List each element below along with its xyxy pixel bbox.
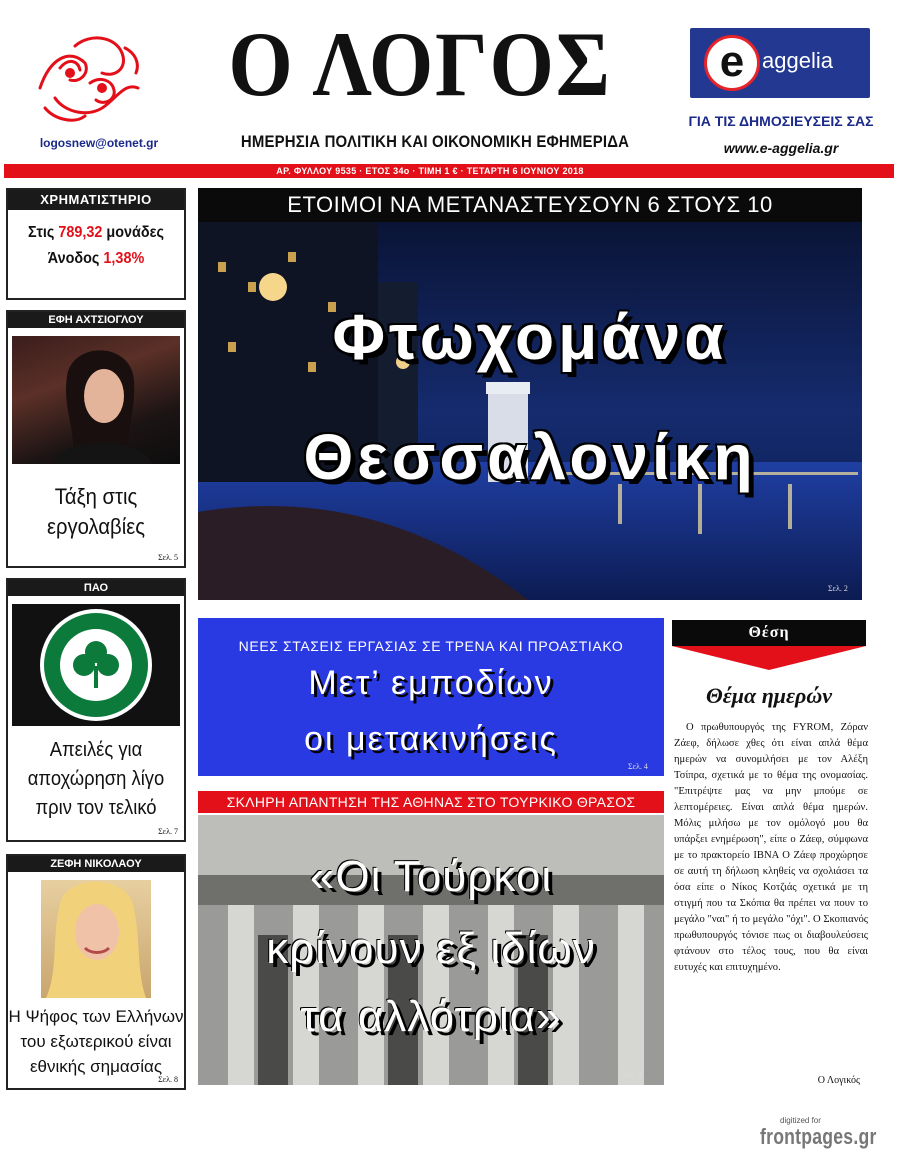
opinion-headline: Θέμα ημερών — [705, 683, 833, 708]
transport-headline-line2: οι μετακινήσεις — [304, 720, 558, 758]
sidebar-story-achtsioglou[interactable] — [6, 310, 186, 568]
turkey-headline-line2: κρίνουν εξ ιδίων — [266, 924, 596, 973]
sidebar-story-header: ΖΕΦΗ ΝΙΚΟΛΑΟΥ — [8, 856, 184, 872]
thessaloniki-night-photo — [198, 222, 862, 600]
turkey-kicker: ΣΚΛΗΡΗ ΑΠΑΝΤΗΣΗ ΤΗΣ ΑΘΗΝΑΣ ΣΤΟ ΤΟΥΡΚΙΚΟ ΘΡΑΣΟΣ — [198, 791, 664, 813]
ad-tagline: ΓΙΑ ΤΙΣ ΔΗΜΟΣΙΕΥΣΕΙΣ ΣΑΣ — [688, 113, 874, 129]
page-ref: Σελ. 3 — [622, 1070, 642, 1079]
opinion-body: Ο πρωθυπουργός της FYROM, Ζόραν Ζάεφ, δήλωσε χθες ότι είναι απλά θέμα ημερών να συνομιλήσει με τον Αλέξη Τσίπρα, σχετικά με το θέμα της ονομασίας. "Επιτρέψτε μας να μην μπούμε σε λεπτομέρειες. Είναι απλά θέμα ημερών. Μόλις μιλήσω με τον ομόλογό μου θα υπάρξει ενημέρωση", είπε ο Ζάεφ, σύμφωνα με το πρακτορείο ΙΒΝΑ Ο Ζάεφ προχώρησε σε αυτή τη δήλωση κληθείς να σχολιάσει τα όσα είπε ο Νίκος Κοτζιάς σχετικά με τη στιγμή που τα Σκόπια θα πρέπει να πουν το μεγάλο "ναι" ή το μεγάλο "όχι". Ο Σκοπιανός πρωθυπουργός τόνισε πως οι διαβουλεύσεις φτάνουν στο τέλος τους, που θα είναι ευτυχές και επιτυχημένο. — [674, 722, 868, 973]
page-ref: Σελ. 5 — [158, 553, 178, 562]
turkey-headline-line3: τα αλλότρια» — [300, 992, 562, 1041]
eaggelia-word: aggelia — [762, 48, 833, 73]
sidebar-story-headline: Τάξη στις εργολαβίες — [47, 484, 145, 539]
page-ref: Σελ. 4 — [628, 762, 648, 771]
sidebar-story-header: ΕΦΗ ΑΧΤΣΙΟΓΛΟΥ — [8, 312, 184, 328]
stock-header: ΧΡΗΜΑΤΙΣΤΗΡΙΟ — [8, 190, 184, 210]
newspaper-title: Ο ΛΟΓΟΣ — [228, 13, 612, 115]
nikolaou-photo — [41, 880, 151, 998]
newspaper-logo-icon — [30, 28, 150, 128]
lead-headline-line2: Θεσσαλονίκη — [303, 421, 757, 493]
stock-points-value: 789,32 — [58, 224, 103, 241]
lead-headline-line1: Φτωχομάνα — [332, 301, 728, 373]
panathinaikos-crest-icon — [12, 604, 180, 726]
sidebar-story-headline: Η Ψήφος των Ελλήνων του εξωτερικού είναι εθνικής σημασίας — [8, 1007, 184, 1076]
turkey-headline-line1: «Οι Τούρκοι — [309, 852, 553, 901]
transport-kicker: ΝΕΕΣ ΣΤΑΣΕΙΣ ΕΡΓΑΣΙΑΣ ΣΕ ΤΡΕΝΑ ΚΑΙ ΠΡΟΑΣΤΙΑΚΟ — [238, 638, 624, 654]
sidebar-story-pao[interactable] — [6, 578, 186, 842]
contact-email: logosnew@otenet.gr — [39, 136, 159, 150]
stock-change: Άνοδος 1,38% — [47, 250, 145, 267]
sidebar-story-header: ΠΑΟ — [8, 580, 184, 596]
sidebar-story-headline: Απειλές για αποχώρηση λίγο πριν τον τελικό — [27, 739, 165, 819]
lead-kicker: ΕΤΟΙΜΟΙ ΝΑ ΜΕΤΑΝΑΣΤΕΥΣΟΥΝ 6 ΣΤΟΥΣ 10 — [198, 188, 862, 222]
ad-url: www.e-aggelia.gr — [723, 140, 839, 156]
eaggelia-ad-logo — [690, 28, 870, 98]
eaggelia-e-icon: e — [704, 35, 760, 91]
sidebar-story-nikolaou[interactable] — [6, 854, 186, 1090]
newspaper-subtitle: ΗΜΕΡΗΣΙΑ ΠΟΛΙΤΙΚΗ ΚΑΙ ΟΙΚΟΝΟΜΙΚΗ ΕΦΗΜΕΡΙΔΑ — [240, 132, 630, 151]
page-ref: Σελ. 8 — [158, 1075, 178, 1084]
achtsioglou-photo — [12, 336, 180, 464]
digitized-label: digitized for — [780, 1116, 821, 1125]
frontpages-watermark: frontpages.gr — [760, 1124, 877, 1149]
issue-line: ΑΡ. ΦΥΛΛΟΥ 9535 · ΕΤΟΣ 34ο · ΤΙΜΗ 1 € · ΤΕΤΑΡΤΗ 6 ΙΟΥΝΙΟΥ 2018 — [276, 166, 584, 176]
stock-market-box — [6, 188, 186, 300]
opinion-arrow-icon — [672, 646, 866, 670]
page-ref: Σελ. 2 — [828, 584, 848, 593]
transport-headline-line1: Μετ’ εμποδίων — [308, 664, 554, 702]
stock-change-value: 1,38% — [103, 250, 145, 267]
page-ref: Σελ. 7 — [158, 827, 178, 836]
opinion-author: Ο Λογικός — [817, 1075, 860, 1086]
opinion-label: Θέση — [672, 620, 866, 646]
stock-points: Στις 789,32 μονάδες — [28, 224, 164, 241]
